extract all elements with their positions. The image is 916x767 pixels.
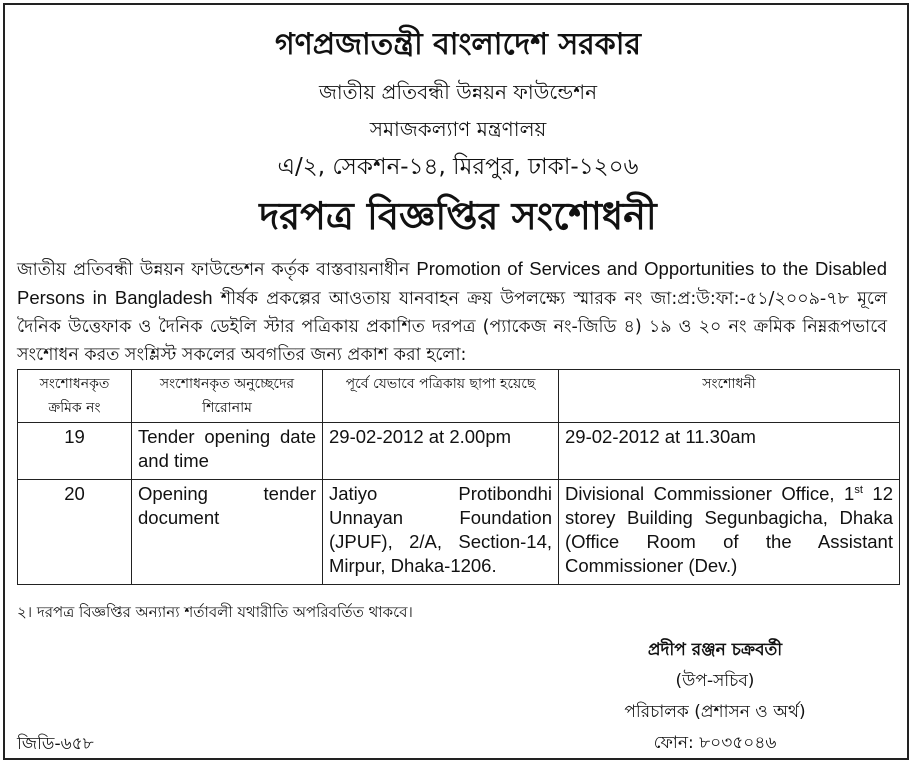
row-previous: 29-02-2012 at 2.00pm — [323, 423, 559, 480]
signatory-name: প্রদীপ রঞ্জন চক্রবর্তী — [647, 640, 783, 660]
gd-code: জিডি-৬৫৮ — [17, 734, 94, 754]
row-serial: 20 — [18, 480, 132, 585]
other-terms-note: ২। দরপত্র বিজ্ঞপ্তির অন্যান্য শর্তাবলী যথারীতি অপরিবর্তিত থাকবে। — [17, 603, 413, 621]
header-serial: সংশোধনকৃত ক্রমিক নং — [18, 370, 132, 423]
signatory-rank: (উপ-সচিব) — [675, 671, 755, 691]
header-previous: পূর্বে যেভাবে পত্রিকায় ছাপা হয়েছে — [323, 370, 559, 423]
row-serial: 19 — [18, 423, 132, 480]
intro-paragraph — [17, 255, 887, 369]
table-row — [18, 480, 900, 585]
row-amendment: 29-02-2012 at 11.30am — [559, 423, 900, 480]
amendment-superscript: st — [854, 483, 863, 496]
signatory-phone: ফোন: ৮০৩৫০৪৬ — [653, 733, 777, 753]
notice-title: দরপত্র বিজ্ঞপ্তির সংশোধনী — [259, 194, 657, 238]
amendment-text-a: Divisional Commissioner Office, 1 — [565, 483, 855, 504]
table-row — [18, 423, 900, 480]
header-heading: সংশোধনকৃত অনুচ্ছেদের শিরোনাম — [132, 370, 323, 423]
address: এ/২, সেকশন-১৪, মিরপুর, ঢাকা-১২০৬ — [277, 154, 639, 180]
row-heading: Tender opening date and time — [132, 423, 323, 480]
table-header-row — [18, 370, 900, 423]
row-heading: Opening tender document — [132, 480, 323, 585]
amendment-text-b: 12 storey Building Segunbagicha, Dhaka (Office Room of the Assistant Commissioner (Dev.) — [565, 483, 893, 576]
intro-part1: জাতীয় প্রতিবন্ধী উন্নয়ন ফাউন্ডেশন কর্তৃক বাস্তবায়নাধীন — [17, 260, 417, 280]
signatory-designation: পরিচালক (প্রশাসন ও অর্থ) — [624, 702, 806, 722]
intro-part2: শীর্ষক প্রকল্পের আওতায় যানবাহন ক্রয় উপলক্ষ্যে স্মারক নং জা:প্র:উ:ফা:-৫১/২০০৯-৭৮ মূলে দৈনিক উত্তেফাক ও দৈনিক ডেইলি স্টার পত্রিকায় প্রকাশিত দরপত্র (প্যাকেজ নং-জিডি ৪) ১৯ ও ২০ নং ক্রমিক নিম্নরূপভাবে সংশোধন করত সংশ্লিস্ট সকলের অবগতির জন্য প্রকাশ করা হলো: — [17, 289, 887, 365]
ministry-name: সমাজকল্যাণ মন্ত্রণালয় — [369, 117, 547, 141]
row-amendment — [559, 480, 900, 585]
row-previous: Jatiyo Protibondhi Unnayan Foundation (JPUF), 2/A, Section-14, Mirpur, Dhaka-1206. — [323, 480, 559, 585]
foundation-name: জাতীয় প্রতিবন্ধী উন্নয়ন ফাউন্ডেশন — [318, 80, 598, 104]
amendment-table — [17, 369, 900, 585]
government-title: গণপ্রজাতন্ত্রী বাংলাদেশ সরকার — [275, 27, 641, 62]
project-name: Promotion of Services and Opportunities to the Disabled Persons in Bangladesh — [17, 258, 887, 308]
header-amendment: সংশোধনী — [559, 370, 900, 423]
